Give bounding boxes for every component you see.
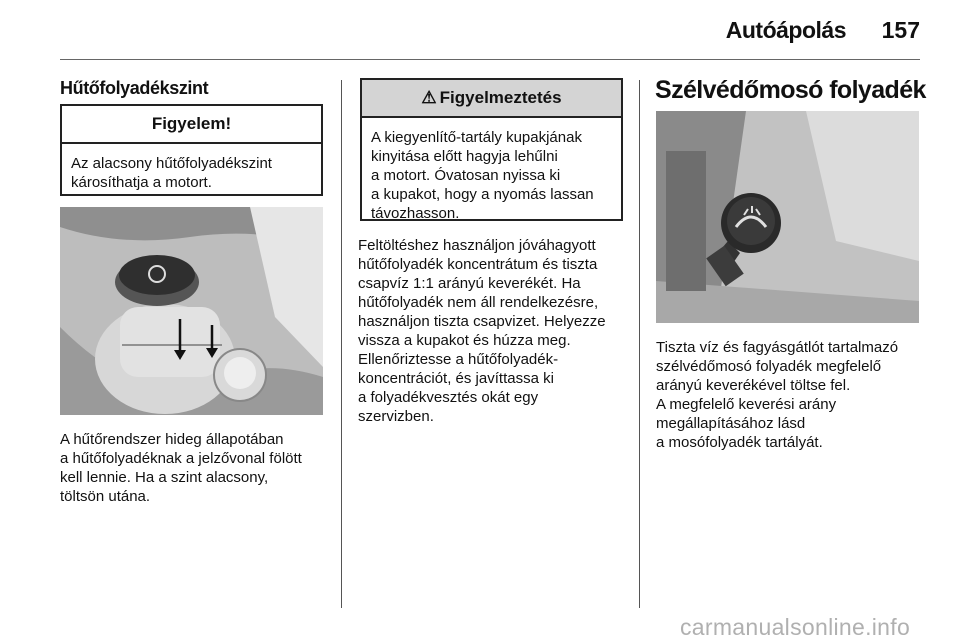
washer-fluid-paragraph [656,338,931,452]
notice-title: Figyelem! [62,106,321,144]
paragraph-line: csapvíz 1:1 arányú keverékét. Ha [358,275,581,292]
warning-line: a motort. Óvatosan nyissa ki [371,167,561,184]
paragraph-line: hűtőfolyadék koncentrátum és tiszta [358,256,598,273]
paragraph-line: koncentrációt, és javíttassa ki [358,370,554,387]
paragraph-line: Ellenőriztesse a hűtőfolyadék- [358,351,559,368]
notice-box [60,104,323,196]
refill-paragraph [358,236,633,426]
paragraph-line: kell lennie. Ha a szint alacsony, [60,469,269,486]
paragraph-line: szervizben. [358,408,434,425]
paragraph-line: töltsön utána. [60,488,151,505]
warning-title: Figyelmeztetés [439,88,562,107]
paragraph-line: A megfelelő keverési arány [656,396,837,413]
warning-body [362,118,621,223]
warning-triangle-icon: ⚠ [421,88,437,107]
washer-fluid-heading: Szélvédőmosó folyadék [655,76,926,104]
paragraph-line: hűtőfolyadék nem áll rendelkezésre, [358,294,599,311]
paragraph-line: a mosófolyadék tartályát. [656,434,823,451]
warning-line: A kiegyenlítő-tartály kupakjának [371,129,582,146]
column-divider-1 [341,80,342,608]
paragraph-line: megállapításához lásd [656,415,806,432]
paragraph-line: Tiszta víz és fagyásgátlót tartalmazó [656,339,899,356]
coolant-level-heading: Hűtőfolyadékszint [60,78,209,98]
warning-header [362,80,621,118]
paragraph-line: arányú keverékével töltse fel. [656,377,851,394]
watermark: carmanualsonline.info [680,614,911,640]
paragraph-line: A hűtőrendszer hideg állapotában [60,431,284,448]
paragraph-line: a hűtőfolyadéknak a jelzővonal fölött [60,450,302,467]
coolant-level-paragraph [60,430,330,506]
notice-line: Az alacsony hűtőfolyadékszint [71,155,272,172]
paragraph-line: vissza a kupakot és húzza meg. [358,332,571,349]
paragraph-line: szélvédőmosó folyadék megfelelő [656,358,882,375]
paragraph-line: használjon tiszta csapvizet. Helyezze [358,313,606,330]
warning-line: kinyitása előtt hagyja lehűlni [371,148,558,165]
washer-reservoir-image [656,111,919,323]
paragraph-line: a folyadékvesztés okát egy [358,389,539,406]
warning-line: távozhasson. [371,205,460,222]
paragraph-line: Feltöltéshez használjon jóváhagyott [358,237,596,254]
page-header-title: Autóápolás [725,17,846,43]
column-divider-2 [639,80,640,608]
warning-line: a kupakot, hogy a nyomás lassan [371,186,594,203]
notice-line: károsíthatja a motort. [71,174,212,191]
header-divider [60,59,920,60]
warning-box [360,78,623,221]
coolant-reservoir-image [60,207,323,415]
page-number: 157 [881,17,920,43]
notice-body [62,144,321,192]
